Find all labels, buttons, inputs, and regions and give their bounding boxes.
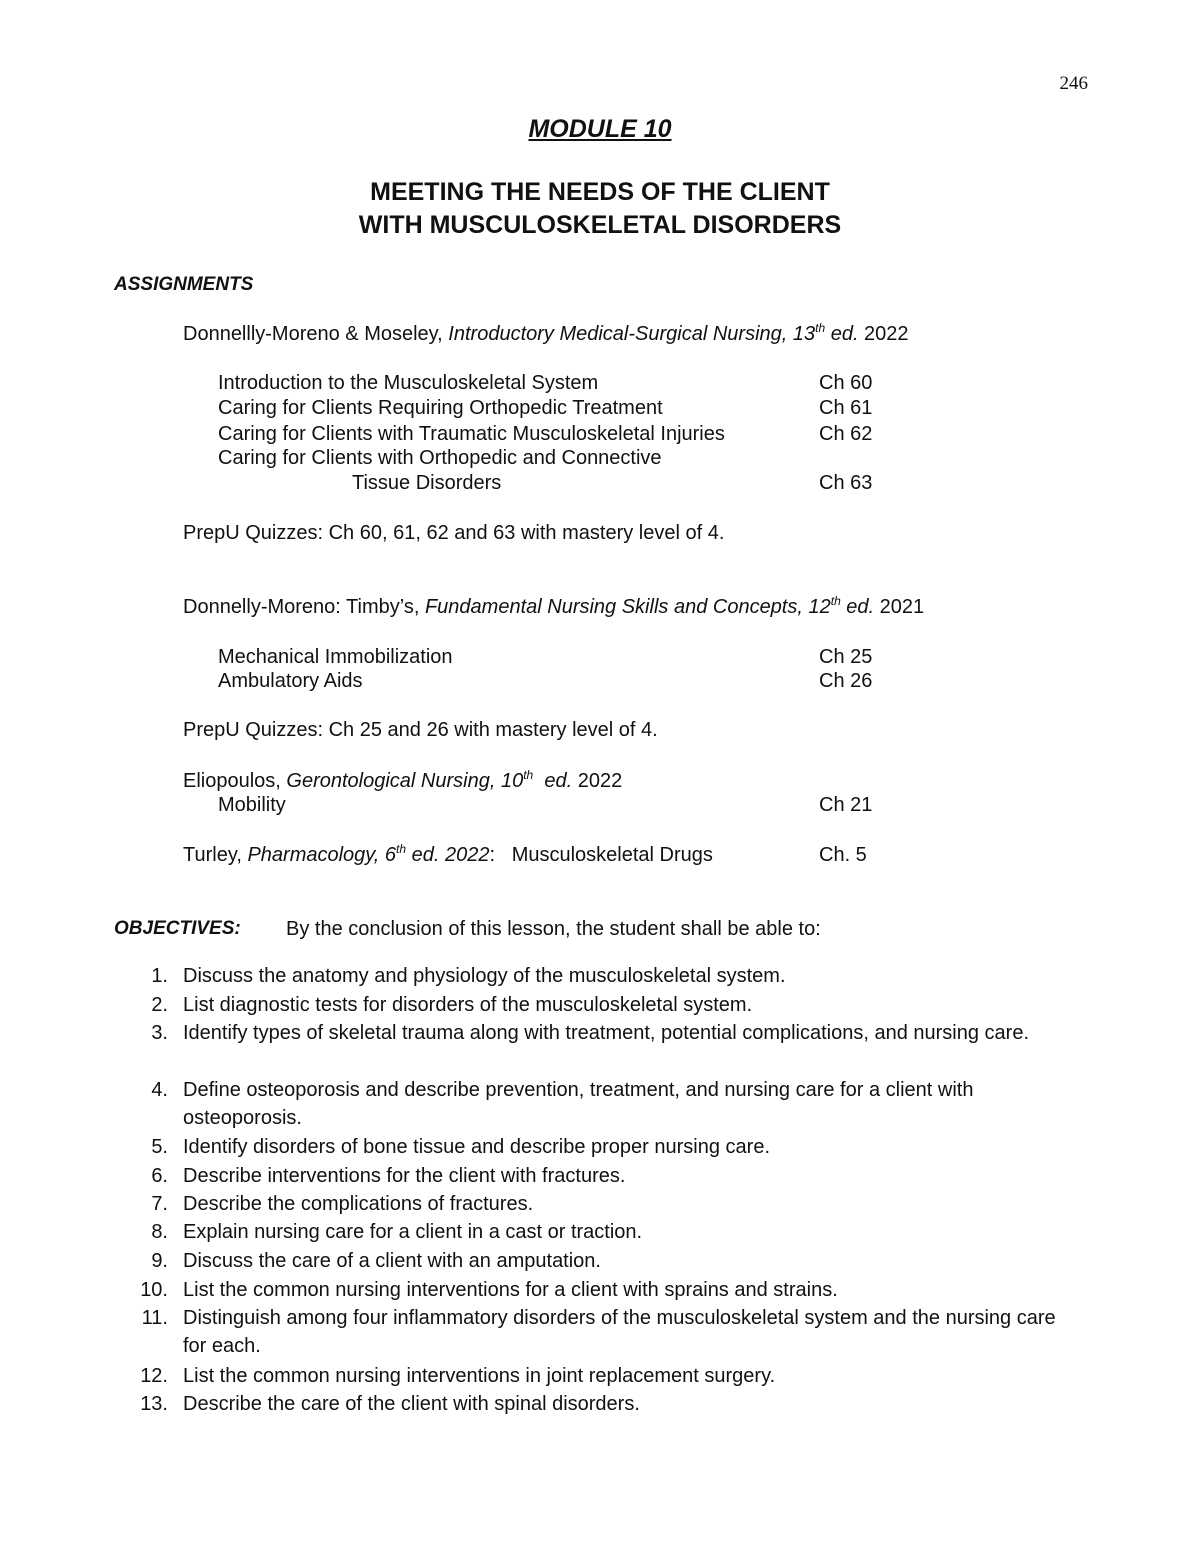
objective-text: List the common nursing interventions in joint replacement surgery.	[183, 1365, 776, 1387]
reference-topic: : Musculoskeletal Drugs	[489, 844, 713, 866]
objective-number: 1.	[151, 965, 168, 987]
title-line-2: WITH MUSCULOSKELETAL DISORDERS	[358, 211, 842, 239]
objective-text: Describe interventions for the client with fractures.	[183, 1165, 626, 1187]
chapter-title: Mechanical Immobilization	[218, 646, 453, 668]
reference-book: Fundamental Nursing Skills and Concepts, 12	[424, 596, 831, 618]
reference-book: Introductory Medical-Surgical Nursing, 13	[448, 323, 816, 345]
objective-text: Identify disorders of bone tissue and describe proper nursing care.	[183, 1136, 771, 1158]
reference-1	[183, 321, 909, 345]
reference-2	[183, 594, 925, 618]
prepu-quizzes: PrepU Quizzes: Ch 25 and 26 with mastery level of 4.	[183, 719, 658, 741]
title-line-1: MEETING THE NEEDS OF THE CLIENT	[370, 178, 830, 206]
reference-author: Turley,	[183, 844, 248, 866]
objective-text: Describe the complications of fractures.	[183, 1193, 534, 1215]
objective-text: Discuss the care of a client with an amputation.	[183, 1250, 601, 1272]
reference-author: Donnellly-Moreno & Moseley,	[183, 323, 449, 345]
reference-edition: ed. 2022	[406, 844, 490, 866]
reference-3	[183, 768, 623, 792]
objective-text: List the common nursing interventions for a client with sprains and strains.	[183, 1279, 838, 1301]
assignments-heading: ASSIGNMENTS	[114, 274, 254, 295]
chapter-title: Caring for Clients with Orthopedic and Connective	[218, 447, 662, 469]
reference-book: Gerontological Nursing, 10	[286, 770, 524, 792]
objective-number: 13.	[140, 1393, 168, 1415]
chapter-number: Ch 62	[819, 423, 873, 445]
objective-number: 5.	[151, 1136, 168, 1158]
edition-superscript: th	[523, 768, 534, 782]
reference-author: Donnelly-Moreno: Timby’s,	[183, 596, 425, 618]
reference-book: Pharmacology, 6	[247, 844, 397, 866]
objective-number: 11.	[141, 1307, 168, 1329]
objective-number: 6.	[151, 1165, 168, 1187]
objective-number: 2.	[151, 994, 168, 1016]
prepu-quizzes: PrepU Quizzes: Ch 60, 61, 62 and 63 with mastery level of 4.	[183, 522, 725, 544]
page-number: 246	[1059, 73, 1088, 94]
edition-superscript: th	[396, 842, 407, 856]
module-title: MODULE 10	[528, 115, 672, 143]
objective-number: 3.	[151, 1022, 168, 1044]
objective-number: 9.	[151, 1250, 168, 1272]
objectives-heading: OBJECTIVES:	[114, 918, 241, 939]
reference-edition: ed.	[533, 770, 573, 792]
chapter-number: Ch 25	[819, 646, 873, 668]
chapter-title: Caring for Clients Requiring Orthopedic Treatment	[218, 397, 663, 419]
chapter-number: Ch 63	[819, 472, 873, 494]
chapter-number: Ch 61	[819, 397, 873, 419]
chapter-number: Ch 60	[819, 372, 873, 394]
reference-year: 2021	[874, 596, 925, 618]
reference-edition: ed.	[840, 596, 875, 618]
reference-year: 2022	[858, 323, 909, 345]
objective-number: 7.	[151, 1193, 168, 1215]
reference-edition: ed.	[825, 323, 859, 345]
chapter-title: Ambulatory Aids	[218, 670, 363, 692]
chapter-title: Caring for Clients with Traumatic Musculoskeletal Injuries	[218, 423, 725, 445]
reference-author: Eliopoulos,	[183, 770, 287, 792]
chapter-title: Introduction to the Musculoskeletal System	[218, 372, 599, 394]
reference-4	[183, 842, 713, 866]
reference-year: 2022	[572, 770, 623, 792]
objective-number: 4.	[151, 1079, 168, 1101]
chapter-title: Mobility	[218, 794, 286, 816]
chapter-number: Ch 21	[819, 794, 873, 816]
objective-text: Distinguish among four inflammatory disorders of the musculoskeletal system and the nursing care for each.	[183, 1307, 1056, 1357]
objective-text: Discuss the anatomy and physiology of the musculoskeletal system.	[183, 965, 786, 987]
chapter-title: Tissue Disorders	[352, 472, 502, 494]
chapter-number: Ch 26	[819, 670, 873, 692]
objective-text: Describe the care of the client with spinal disorders.	[183, 1393, 640, 1415]
objectives-intro: By the conclusion of this lesson, the student shall be able to:	[286, 918, 821, 940]
objective-text: Define osteoporosis and describe prevention, treatment, and nursing care for a client with osteoporosis.	[183, 1079, 974, 1129]
objective-text: List diagnostic tests for disorders of the musculoskeletal system.	[183, 994, 753, 1016]
objective-text: Identify types of skeletal trauma along with treatment, potential complications, and nursing care.	[183, 1022, 1030, 1044]
objective-number: 12.	[140, 1365, 168, 1387]
objective-number: 8.	[151, 1221, 168, 1243]
edition-superscript: th	[830, 594, 841, 608]
objective-number: 10.	[140, 1279, 168, 1301]
edition-superscript: th	[815, 321, 826, 335]
chapter-number: Ch. 5	[819, 844, 867, 866]
objective-text: Explain nursing care for a client in a cast or traction.	[183, 1221, 643, 1243]
